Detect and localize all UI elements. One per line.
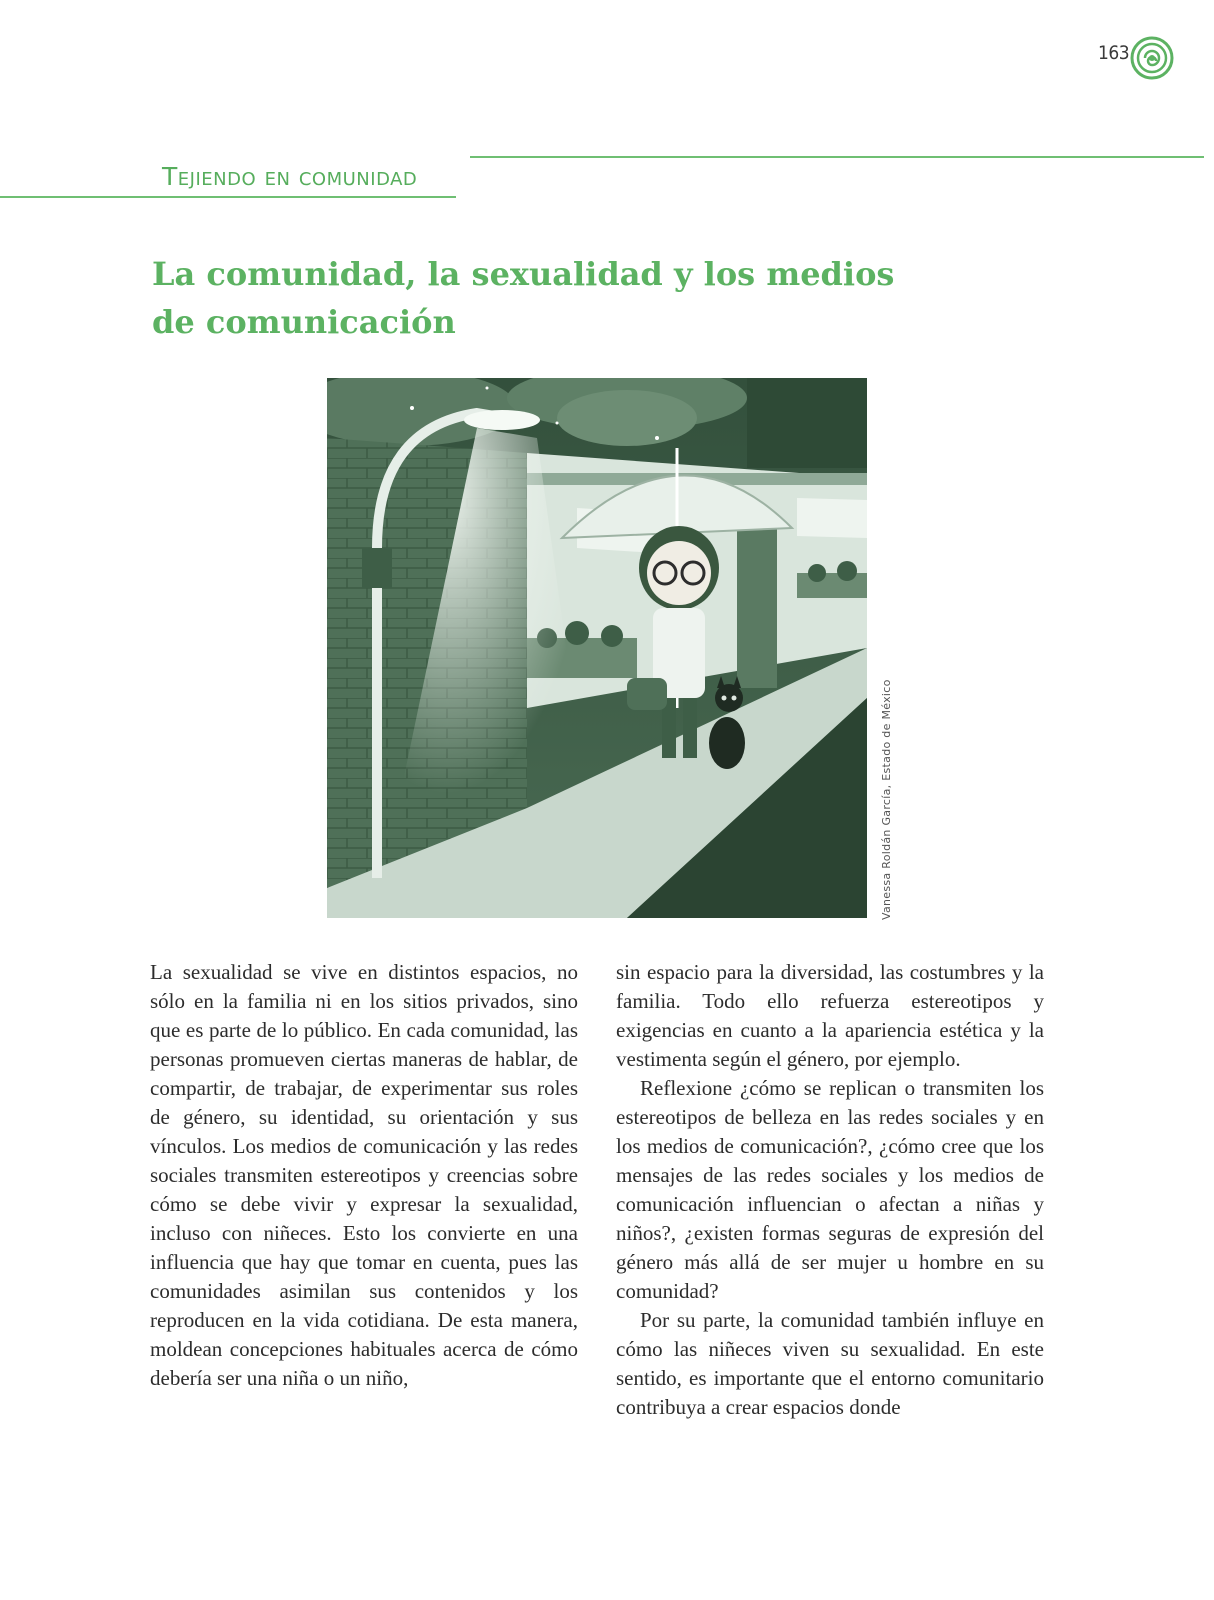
header-rule-bottom: [0, 196, 456, 198]
paragraph: Reflexione ¿cómo se replican o transmiten los estereotipos de belleza en las redes sociales y en los medios de comunicación?, ¿cómo cree que los mensajes de las redes sociales y los medios de comunicación influencian o afectan a niñas y niños?, ¿existen formas seguras de expresión del género más allá de ser mujer u hombre en su comunidad?: [616, 1076, 1044, 1303]
header-rule-top: [470, 156, 1204, 158]
paragraph: La sexualidad se vive en distintos espacios, no sólo en la familia ni en los sitios privados, sino que es parte de lo público. En cada comunidad, las personas promueven ciertas maneras de hablar, de compartir, de trabajar, de experimentar sus roles de género, su identidad, su orientación y sus vínculos. Los medios de comunicación y las redes sociales transmiten estereotipos y creencias sobre cómo se debe vivir y expresar la sexualidad, incluso con niñeces. Esto los convierte en una influencia que hay que tomar en cuenta, pues las comunidades asimilan sus contenidos y los reproducen en la vida cotidiana. De esta manera, moldean concepciones habituales acerca de cómo debería ser una niña o un niño,: [150, 960, 578, 1390]
body-column-left: [150, 958, 578, 1393]
page-number: 163: [1098, 42, 1130, 64]
girl-with-umbrella-illustration: [327, 378, 867, 918]
article-title: [152, 250, 912, 346]
article-title-line-2: de comunicación: [152, 303, 456, 341]
spiral-logo-icon: [1130, 36, 1174, 80]
paragraph: Por su parte, la comunidad también influye en cómo las niñeces viven su sexualidad. En este sentido, es importante que el entorno comunitario contribuya a crear espacios donde: [616, 1308, 1044, 1419]
paragraph: sin espacio para la diversidad, las costumbres y la familia. Todo ello refuerza estereotipos y exigencias en cuanto a la apariencia estética y la vestimenta según el género, por ejemplo.: [616, 960, 1044, 1071]
article-title-line-1: La comunidad, la sexualidad y los medios: [152, 255, 895, 293]
illustration-credit: Vanessa Roldán García, Estado de México: [880, 679, 893, 920]
body-column-right: [616, 958, 1044, 1422]
section-label: Tejiendo en comunidad: [162, 162, 418, 191]
